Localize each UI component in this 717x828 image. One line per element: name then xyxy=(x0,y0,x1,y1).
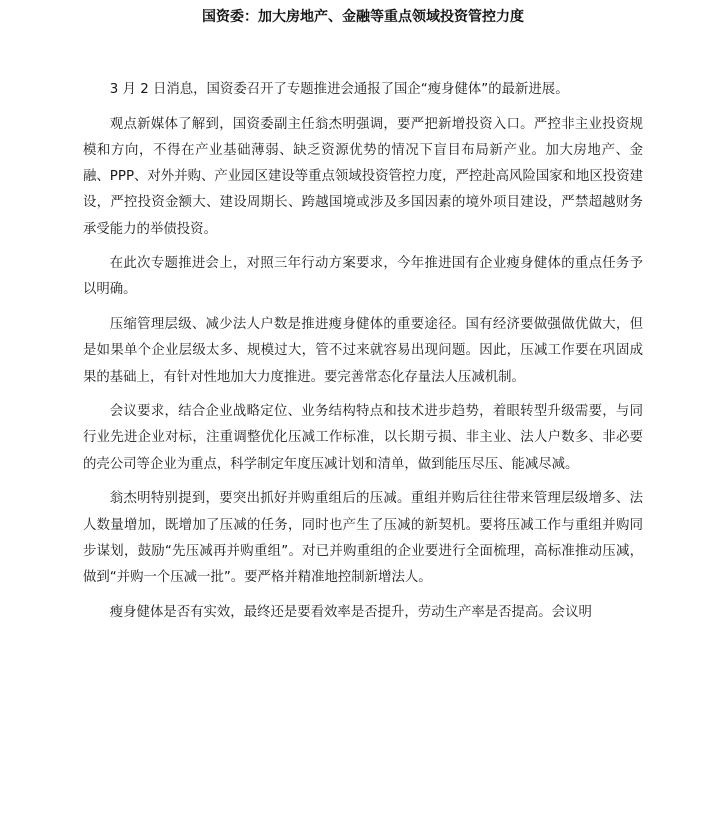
paragraph: 在此次专题推进会上，对照三年行动方案要求，今年推进国有企业瘦身健体的重点任务予以明确。 xyxy=(83,256,643,298)
article-body xyxy=(83,77,643,634)
article-title: 国资委：加大房地产、金融等重点领域投资管控力度 xyxy=(202,9,524,25)
paragraph: 3 月 2 日消息，国资委召开了专题推进会通报了国企“瘦身健体”的最新进展。 xyxy=(109,82,569,97)
paragraph: 翁杰明特别提到，要突出抓好并购重组后的压减。重组并购后往往带来管理层级增多、法人数量增加，既增加了压减的任务，同时也产生了压减的新契机。要将压减工作与重组并购同步谋划，鼓励“先压减再并购重组”。对已并购重组的企业要进行全面梳理，高标准推动压减，做到“并购一个压减一批”。要严格并精准地控制新增法人。 xyxy=(83,491,643,585)
paragraph: 会议要求，结合企业战略定位、业务结构特点和技术进步趋势，着眼转型升级需要，与同行业先进企业对标，注重调整优化压减工作标准，以长期亏损、非主业、法人户数多、非必要的壳公司等企业为重点，科学制定年度压减计划和清单，做到能压尽压、能减尽减。 xyxy=(83,404,643,472)
paragraph: 压缩管理层级、减少法人户数是推进瘦身健体的重要途径。国有经济要做强做优做大，但是如果单个企业层级太多、规模过大，管不过来就容易出现问题。因此，压减工作要在巩固成果的基础上，有针对性地加大力度推进。要完善常态化存量法人压减机制。 xyxy=(83,317,643,385)
article xyxy=(83,0,643,620)
paragraph: 瘦身健体是否有实效，最终还是要看效率是否提升，劳动生产率是否提高。会议明 xyxy=(109,604,592,620)
paragraph: 观点新媒体了解到，国资委副主任翁杰明强调，要严把新增投资入口。严控非主业投资规模和方向，不得在产业基础薄弱、缺乏资源优势的情况下盲目布局新产业。加大房地产、金融、PPP、对外并购、产业园区建设等重点领域投资管控力度，严控赴高风险国家和地区投资建设，严控投资金额大、建设周期长、跨越国境或涉及多国因素的境外项目建设，严禁超越财务承受能力的举债投资。 xyxy=(83,116,643,237)
